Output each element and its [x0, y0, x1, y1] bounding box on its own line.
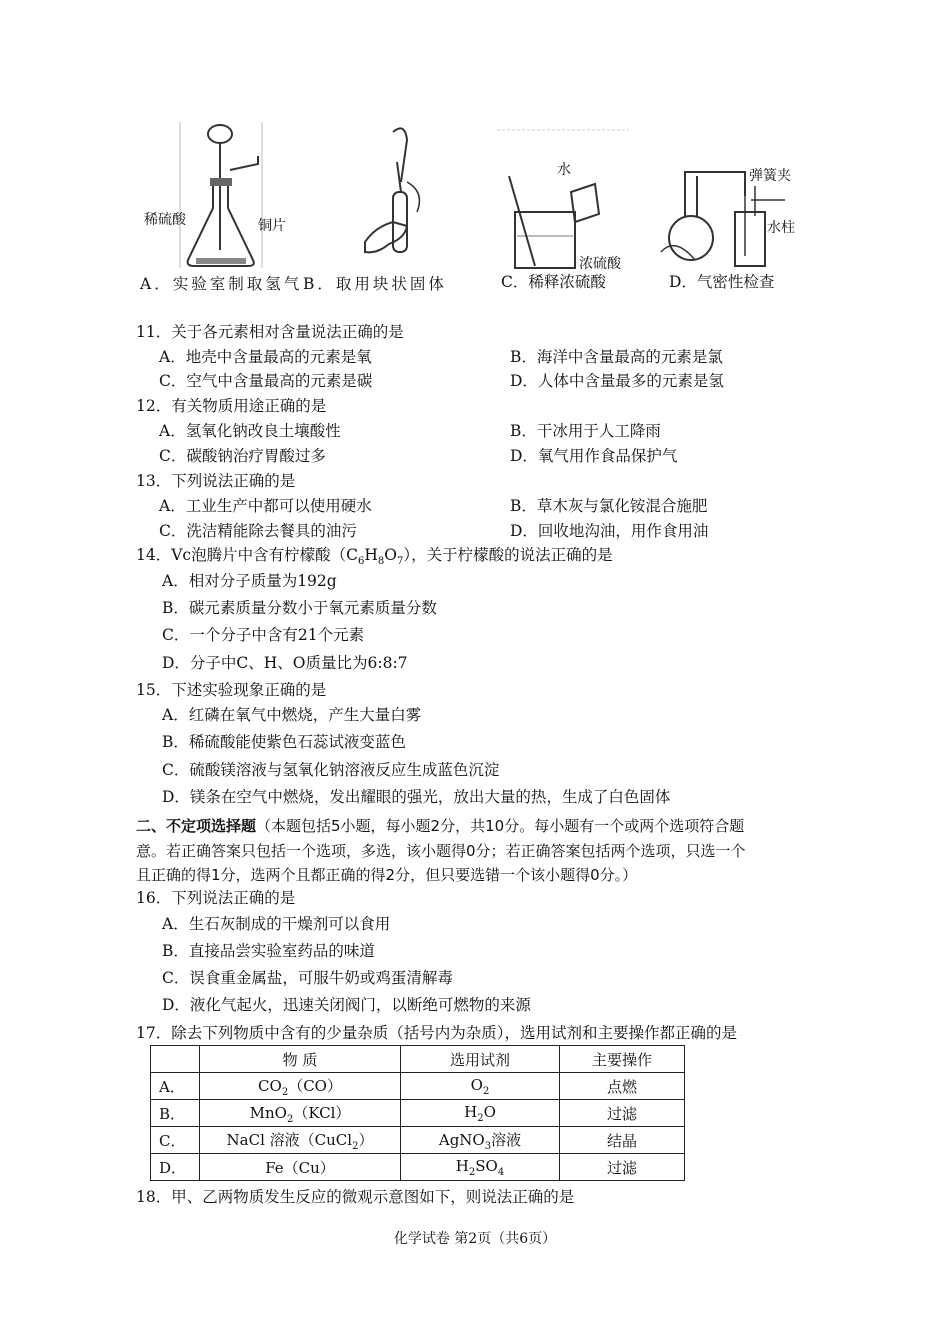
table-row	[151, 1073, 685, 1100]
figure-d-label-watercolumn: 水柱	[767, 220, 795, 236]
figure-a-label-acid: 稀硫酸	[144, 212, 186, 228]
figure-a-label-copper: 铜片	[258, 218, 286, 234]
figure-b-solid-sampling	[345, 122, 455, 272]
row-operation: 过滤	[560, 1154, 685, 1181]
question-15-option-d: D．镁条在空气中燃烧，发出耀眼的强光，放出大量的热，生成了白色固体	[162, 788, 671, 806]
figure-d-label-clamp: 弹簧夹	[749, 168, 791, 184]
question-11-option-c: C．空气中含量最高的元素是碳	[159, 372, 373, 390]
question-16-stem: 16．下列说法正确的是	[136, 889, 296, 907]
question-13-option-b: B．草木灰与氯化铵混合施肥	[510, 497, 708, 515]
question-12-stem: 12．有关物质用途正确的是	[136, 397, 327, 415]
question-14-option-b: B．碳元素质量分数小于氧元素质量分数	[162, 599, 437, 617]
figure-d-caption: D．气密性检查	[669, 273, 775, 291]
row-reagent: $H_2SO_4$	[401, 1154, 560, 1181]
question-12-option-a: A．氢氧化钠改良土壤酸性	[159, 422, 341, 440]
row-label: D．	[151, 1154, 200, 1181]
figure-a-caption: A．实验室制取氢气	[140, 275, 303, 293]
row-substance: MnO$_2$（KCl）	[200, 1100, 401, 1127]
section-2-title: 二、不定项选择题	[136, 817, 257, 835]
question-11-stem: 11．关于各元素相对含量说法正确的是	[136, 323, 404, 341]
row-substance: NaCl 溶液（CuCl$_2$）	[200, 1127, 401, 1154]
question-12-option-c: C．碳酸钠治疗胃酸过多	[159, 447, 326, 465]
question-15-option-b: B．稀硫酸能使紫色石蕊试液变蓝色	[162, 733, 406, 751]
table-header-cell: 主要操作	[560, 1046, 685, 1073]
row-reagent: $H_2O$	[401, 1100, 560, 1127]
figure-c-caption: C．稀释浓硫酸	[501, 273, 606, 291]
question-16-option-c: C．误食重金属盐，可服牛奶或鸡蛋清解毒	[162, 969, 453, 987]
table-row	[151, 1154, 685, 1181]
question-14-option-d: D．分子中C、H、O质量比为6:8:7	[162, 654, 408, 672]
section-2-line-3: 且正确的得1分，选两个且都正确的得2分，但只要选错一个该小题得0分。）	[136, 866, 638, 884]
question-12-option-d: D．氧气用作食品保护气	[510, 447, 678, 465]
row-operation: 结晶	[560, 1127, 685, 1154]
question-16-option-d: D．液化气起火，迅速关闭阀门，以断绝可燃物的来源	[162, 996, 531, 1014]
question-16-option-a: A．生石灰制成的干燥剂可以食用	[162, 915, 391, 933]
section-2-line-1: 二、不定项选择题（本题包括5小题，每小题2分，共10分。每小题有一个或两个选项符合题	[136, 817, 745, 835]
question-11-option-b: B．海洋中含量最高的元素是氯	[510, 348, 723, 366]
question-14-stem: 14．Vc泡腾片中含有柠檬酸$(C_6H_8O_7)$，关于柠檬酸的说法正确的是	[136, 546, 613, 568]
figure-c-label-water: 水	[557, 162, 571, 178]
table-header-cell: 物 质	[200, 1046, 401, 1073]
table-header-cell	[151, 1046, 200, 1073]
figure-a-hydrogen-apparatus	[140, 120, 300, 272]
question-17-stem: 17．除去下列物质中含有的少量杂质（括号内为杂质），选用试剂和主要操作都正确的是	[136, 1024, 737, 1042]
row-reagent: $O_2$	[401, 1073, 560, 1100]
question-14-option-a: A．相对分子质量为192g	[162, 572, 337, 590]
question-13-option-a: A．工业生产中都可以使用硬水	[159, 497, 372, 515]
row-label: B．	[151, 1100, 200, 1127]
question-15-stem: 15．下述实验现象正确的是	[136, 681, 327, 699]
row-substance: Fe（Cu）	[200, 1154, 401, 1181]
question-17-table	[150, 1045, 685, 1181]
section-2-line-2: 意。若正确答案只包括一个选项，多选，该小题得0分；若正确答案包括两个选项，只选一个	[136, 842, 746, 860]
question-15-option-a: A．红磷在氧气中燃烧，产生大量白雾	[162, 706, 422, 724]
figure-b-caption: B．取用块状固体	[303, 275, 447, 293]
question-13-option-d: D．回收地沟油，用作食用油	[510, 522, 709, 540]
figure-c-label-acid: 浓硫酸	[579, 256, 621, 272]
question-14-option-c: C．一个分子中含有21个元素	[162, 626, 365, 644]
row-substance: $CO_2(CO)$	[200, 1073, 401, 1100]
page-footer: 化学试卷 第2页（共6页）	[393, 1231, 557, 1247]
table-header-row	[151, 1046, 685, 1073]
question-11-option-d: D．人体中含量最多的元素是氢	[510, 372, 724, 390]
row-label: C．	[151, 1127, 200, 1154]
question-15-option-c: C．硫酸镁溶液与氢氧化钠溶液反应生成蓝色沉淀	[162, 761, 500, 779]
table-row	[151, 1127, 685, 1154]
row-operation: 过滤	[560, 1100, 685, 1127]
figure-d-airtightness	[655, 156, 805, 274]
question-11-option-a: A．地壳中含量最高的元素是氧	[159, 348, 372, 366]
question-18-stem: 18．甲、乙两物质发生反应的微观示意图如下，则说法正确的是	[136, 1188, 575, 1206]
row-reagent: AgNO$_3$溶液	[401, 1127, 560, 1154]
question-16-option-b: B．直接品尝实验室药品的味道	[162, 942, 375, 960]
question-13-option-c: C．洗洁精能除去餐具的油污	[159, 522, 357, 540]
row-operation: 点燃	[560, 1073, 685, 1100]
figure-c-dilution	[495, 126, 635, 274]
question-12-option-b: B．干冰用于人工降雨	[510, 422, 661, 440]
table-header-cell: 选用试剂	[401, 1046, 560, 1073]
row-label: A．	[151, 1073, 200, 1100]
question-13-stem: 13．下列说法正确的是	[136, 472, 296, 490]
table-row	[151, 1100, 685, 1127]
